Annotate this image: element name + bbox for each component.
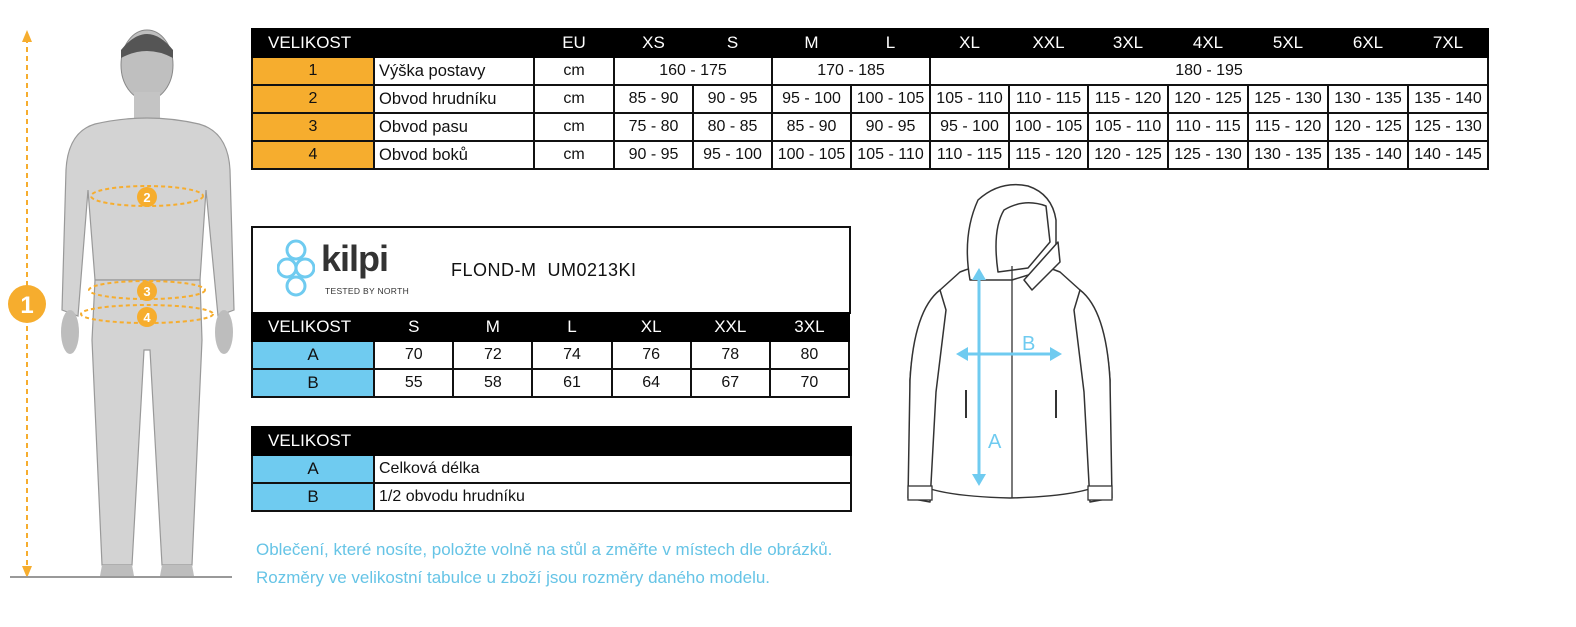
value-cell: 125 - 130 [1168,141,1248,169]
header-size: 4XL [1168,29,1248,57]
row-number: 3 [252,113,374,141]
value-cell: 170 - 185 [772,57,930,85]
row-label: Obvod hrudníku [374,85,534,113]
row-label: B [252,369,374,397]
marker-b: B [1022,333,1036,355]
note-line-1: Oblečení, které nosíte, položte volně na stůl a změřte v místech dle obrázků. [256,540,833,559]
table-row [252,341,849,369]
value-cell: 61 [532,369,611,397]
value-cell: 110 - 115 [930,141,1009,169]
value-cell: 135 - 140 [1328,141,1408,169]
table-row [252,483,851,511]
value-cell: 90 - 95 [693,85,772,113]
row-number: 1 [252,57,374,85]
legend-table-header [252,427,851,455]
header-size: XL [612,313,691,341]
value-cell: 125 - 130 [1248,85,1328,113]
value-cell: 95 - 100 [930,113,1009,141]
marker-3 [137,281,157,301]
header-size: 7XL [1408,29,1488,57]
header-velikost: VELIKOST [252,427,851,455]
size-table-header [252,29,1488,57]
value-cell: 105 - 110 [930,85,1009,113]
value-cell: 55 [374,369,453,397]
row-description: 1/2 obvodu hrudníku [374,483,851,511]
note-line-2: Rozměry ve velikostní tabulce u zboží jsou rozměry daného modelu. [256,568,771,587]
value-cell: 70 [770,369,849,397]
value-cell: 120 - 125 [1168,85,1248,113]
value-cell: 110 - 115 [1168,113,1248,141]
row-unit: cm [534,85,614,113]
header-size: L [532,313,611,341]
marker-1 [8,285,46,323]
value-cell: 115 - 120 [1088,85,1168,113]
value-cell: 120 - 125 [1328,113,1408,141]
header-size: XL [930,29,1009,57]
row-label: Obvod boků [374,141,534,169]
header-size: 3XL [770,313,849,341]
value-cell: 90 - 95 [851,113,930,141]
value-cell: 85 - 90 [772,113,851,141]
header-size: XXL [1009,29,1088,57]
table-row [252,85,1488,113]
row-label: B [252,483,374,511]
header-size: XS [614,29,693,57]
header-size: S [374,313,453,341]
value-cell: 115 - 120 [1248,113,1328,141]
header-eu: EU [534,29,614,57]
value-cell: 110 - 115 [1009,85,1088,113]
brand-tagline: TESTED BY NORTH [325,286,410,296]
table-row [252,455,851,483]
value-cell: 95 - 100 [772,85,851,113]
value-cell: 67 [691,369,770,397]
value-cell: 95 - 100 [693,141,772,169]
svg-text:4: 4 [143,310,151,325]
row-unit: cm [534,113,614,141]
value-cell: 105 - 110 [851,141,930,169]
value-cell: 72 [453,341,532,369]
header-velikost: VELIKOST [252,313,374,341]
value-cell: 70 [374,341,453,369]
header-size: M [772,29,851,57]
value-cell: 100 - 105 [851,85,930,113]
row-unit: cm [534,57,614,85]
brand-name: kilpi [321,238,389,279]
product-header [251,226,851,314]
row-number: 4 [252,141,374,169]
value-cell: 105 - 110 [1088,113,1168,141]
value-cell: 140 - 145 [1408,141,1488,169]
row-label: Obvod pasu [374,113,534,141]
svg-text:1: 1 [20,292,34,319]
jacket-figure [900,180,1120,525]
value-cell: 120 - 125 [1088,141,1168,169]
value-cell: 130 - 135 [1328,85,1408,113]
header-size: L [851,29,930,57]
value-cell: 130 - 135 [1248,141,1328,169]
header-size: 6XL [1328,29,1408,57]
value-cell: 100 - 105 [1009,113,1088,141]
value-cell: 115 - 120 [1009,141,1088,169]
value-cell: 58 [453,369,532,397]
value-cell: 180 - 195 [930,57,1488,85]
value-cell: 160 - 175 [614,57,772,85]
size-table [251,28,1489,170]
row-label: A [252,455,374,483]
value-cell: 135 - 140 [1408,85,1488,113]
header-velikost: VELIKOST [252,29,534,57]
value-cell: 125 - 130 [1408,113,1488,141]
value-cell: 78 [691,341,770,369]
row-label: A [252,341,374,369]
product-table-header [252,313,849,341]
kilpi-logo-icon [277,236,315,300]
svg-text:2: 2 [143,190,151,205]
legend-table [251,426,852,512]
value-cell: 80 [770,341,849,369]
row-number: 2 [252,85,374,113]
value-cell: 100 - 105 [772,141,851,169]
marker-a: A [988,431,1002,453]
value-cell: 64 [612,369,691,397]
header-size: XXL [691,313,770,341]
row-unit: cm [534,141,614,169]
header-size: 5XL [1248,29,1328,57]
table-row [252,57,1488,85]
value-cell: 90 - 95 [614,141,693,169]
value-cell: 76 [612,341,691,369]
value-cell: 80 - 85 [693,113,772,141]
body-figure [0,20,250,590]
value-cell: 85 - 90 [614,85,693,113]
value-cell: 75 - 80 [614,113,693,141]
row-description: Celková délka [374,455,851,483]
marker-4 [137,307,157,327]
header-size: M [453,313,532,341]
svg-text:3: 3 [143,284,151,299]
value-cell: 74 [532,341,611,369]
header-size: 3XL [1088,29,1168,57]
model-name: FLOND-M UM0213KI [451,260,637,280]
row-label: Výška postavy [374,57,534,85]
header-size: S [693,29,772,57]
marker-2 [137,187,157,207]
table-row [252,113,1488,141]
product-table [251,312,850,398]
table-row [252,141,1488,169]
table-row [252,369,849,397]
